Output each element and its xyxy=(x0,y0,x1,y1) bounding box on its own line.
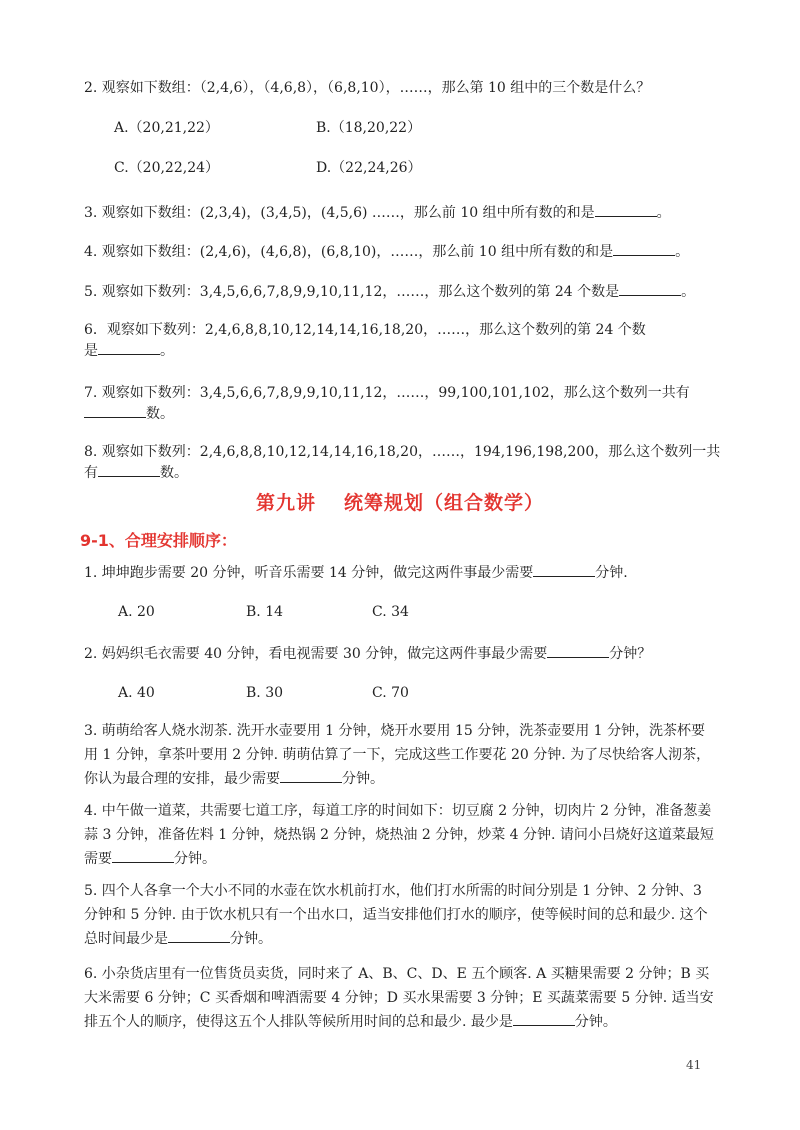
section-heading: 9-1、合理安排顺序： xyxy=(80,531,237,550)
section-question-1-text: 1. 坤坤跑步需要 20 分钟，听音乐需要 14 分钟，做完这两件事最少需要 xyxy=(84,565,534,581)
question-5 xyxy=(84,281,695,302)
question-7-line2 xyxy=(84,403,174,424)
question-4 xyxy=(84,241,689,262)
page-number: 41 xyxy=(686,1058,702,1072)
q2-option-a: A.（20,21,22） xyxy=(114,120,219,136)
s2-option-c: C. 70 xyxy=(372,685,409,701)
question-6-end: 。 xyxy=(160,343,174,359)
section-question-4-text: 4. 中午做一道菜，共需要七道工序，每道工序的时间如下：切豆腐 2 分钟，切肉片 2 分钟，准备葱姜蒜 3 分钟，准备佐料 1 分钟，烧热锅 2 分钟，烧热油 2 分钟，炒菜 4 分钟. 请问小吕烧好这道菜最短需要 xyxy=(84,803,714,867)
answer-blank[interactable] xyxy=(613,241,675,256)
answer-blank[interactable] xyxy=(533,562,595,577)
s1-option-b: B. 14 xyxy=(246,604,284,620)
section-question-4 xyxy=(84,799,718,871)
section-question-2 xyxy=(84,643,651,664)
question-6-text: 是 xyxy=(84,343,98,359)
question-8-line1: 8. 观察如下数列：2,4,6,8,8,10,12,14,14,16,18,20，……，194,196,198,200，那么这个数列一共 xyxy=(84,444,721,460)
section-question-5 xyxy=(84,879,718,951)
question-3-end: 。 xyxy=(656,205,671,221)
question-3 xyxy=(84,202,671,223)
section-question-1-end: 分钟. xyxy=(595,565,628,581)
section-question-2-text: 2. 妈妈织毛衣需要 40 分钟，看电视需要 30 分钟，做完这两件事最少需要 xyxy=(84,646,548,662)
section-question-5-end: 分钟。 xyxy=(230,931,272,947)
s2-option-a: A. 40 xyxy=(118,685,155,701)
lecture-topic: 统筹规划（组合数学） xyxy=(344,492,545,514)
section-question-3-text: 3. 萌萌给客人烧水沏茶. 洗开水壶要用 1 分钟，烧开水要用 15 分钟，洗茶壶要用 1 分钟，洗茶杯要用 1 分钟，拿茶叶要用 2 分钟. 萌萌估算了一下，完成这些工作要花 20 分钟. 为了尽快给客人沏茶，你认为最合理的安排，最少需要 xyxy=(84,723,711,787)
section-question-6-end: 分钟。 xyxy=(574,1014,617,1030)
section-question-6 xyxy=(84,962,718,1034)
answer-blank[interactable] xyxy=(619,281,681,296)
answer-blank[interactable] xyxy=(98,462,160,477)
question-5-text: 5. 观察如下数列：3,4,5,6,6,7,8,9,9,10,11,12，……，那么这个数列的第 24 个数是 xyxy=(84,284,620,300)
question-6-line2 xyxy=(84,340,174,361)
question-2: 2. 观察如下数组：（2,4,6），（4,6,8），（6,8,10），……，那么第 10 组中的三个数是什么？ xyxy=(84,80,651,96)
q2-option-b: B.（18,20,22） xyxy=(316,120,422,136)
question-8-text: 有 xyxy=(84,465,98,481)
question-8-end: 数。 xyxy=(160,465,188,481)
answer-blank[interactable] xyxy=(112,848,174,863)
answer-blank[interactable] xyxy=(98,340,160,355)
section-question-1 xyxy=(84,562,628,583)
answer-blank[interactable] xyxy=(513,1011,575,1026)
question-4-text: 4. 观察如下数组：(2,4,6)，(4,6,8)，(6,8,10)，……，那么前 10 组中所有数的和是 xyxy=(84,244,614,260)
answer-blank[interactable] xyxy=(595,202,657,217)
lecture-title xyxy=(0,488,800,515)
section-question-4-end: 分钟。 xyxy=(174,851,216,867)
q2-option-c: C.（20,22,24） xyxy=(114,160,220,176)
s1-option-c: C. 34 xyxy=(372,604,409,620)
question-3-text: 3. 观察如下数组：(2,3,4)，(3,4,5)，(4,5,6) ……，那么前 10 组中所有数的和是 xyxy=(84,205,595,221)
question-5-end: 。 xyxy=(681,284,696,300)
question-7-end: 数。 xyxy=(146,406,174,422)
question-8-line2 xyxy=(84,462,188,483)
section-question-2-end: 分钟？ xyxy=(609,646,652,662)
section-question-3 xyxy=(84,719,718,791)
s2-option-b: B. 30 xyxy=(246,685,284,701)
answer-blank[interactable] xyxy=(280,768,342,783)
lecture-number: 第九讲 xyxy=(255,492,316,514)
s1-option-a: A. 20 xyxy=(118,604,155,620)
answer-blank[interactable] xyxy=(168,928,230,943)
question-6-line1: 6．观察如下数列：2,4,6,8,8,10,12,14,14,16,18,20，……，那么这个数列的第 24 个数 xyxy=(84,322,646,338)
answer-blank[interactable] xyxy=(84,403,146,418)
section-question-5-text: 5. 四个人各拿一个大小不同的水壶在饮水机前打水，他们打水所需的时间分别是 1 分钟、2 分钟、3 分钟和 5 分钟. 由于饮水机只有一个出水口，适当安排他们打水的顺序，使等候时间的总和最少. 这个总时间最少是 xyxy=(84,883,708,947)
answer-blank[interactable] xyxy=(547,643,609,658)
q2-option-d: D.（22,24,26） xyxy=(316,160,422,176)
question-7-line1: 7. 观察如下数列：3,4,5,6,6,7,8,9,9,10,11,12，……，99,100,101,102，那么这个数列一共有 xyxy=(84,385,690,401)
question-4-end: 。 xyxy=(675,244,690,260)
section-question-3-end: 分钟。 xyxy=(342,771,384,787)
section-question-6-text: 6. 小杂货店里有一位售货员卖货，同时来了 A、B、C、D、E 五个顾客. A 买糖果需要 2 分钟；B 买大米需要 6 分钟；C 买香烟和啤酒需要 4 分钟；D 买水果需要 3 分钟；E 买蔬菜需要 5 分钟. 适当安排五个人的顺序，使得这五个人排队等候所用时间的总和最少. 最少是 xyxy=(84,966,714,1030)
